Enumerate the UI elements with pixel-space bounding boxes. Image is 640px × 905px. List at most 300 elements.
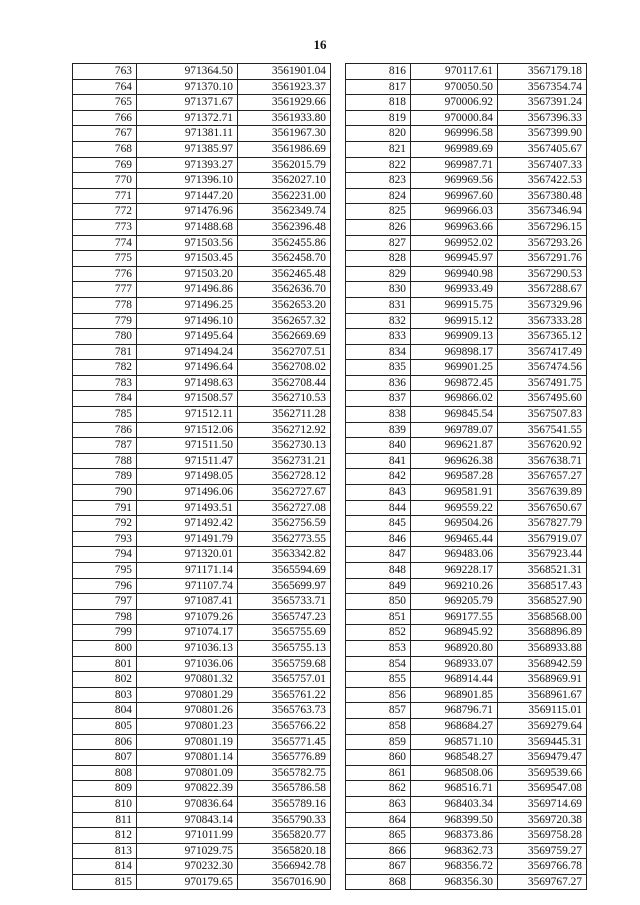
- coordinates-table-right: [345, 63, 587, 890]
- table-row: [73, 516, 331, 532]
- x-coordinate-cell: 971493.51: [137, 500, 238, 516]
- table-row: [346, 547, 587, 563]
- y-coordinate-cell: 3567354.74: [498, 79, 587, 95]
- table-row: [346, 110, 587, 126]
- x-coordinate-cell: 969845.54: [411, 407, 498, 423]
- table-row: [73, 360, 331, 376]
- y-coordinate-cell: 3569767.27: [498, 874, 587, 890]
- table-row: [73, 687, 331, 703]
- point-number-cell: 770: [73, 173, 137, 189]
- x-coordinate-cell: 970232.30: [137, 859, 238, 875]
- point-number-cell: 851: [346, 609, 411, 625]
- x-coordinate-cell: 969966.03: [411, 204, 498, 220]
- x-coordinate-cell: 971496.86: [137, 282, 238, 298]
- table-row: [73, 859, 331, 875]
- point-number-cell: 774: [73, 235, 137, 251]
- x-coordinate-cell: 969909.13: [411, 329, 498, 345]
- point-number-cell: 765: [73, 95, 137, 111]
- table-row: [346, 812, 587, 828]
- table-row: [346, 453, 587, 469]
- point-number-cell: 835: [346, 360, 411, 376]
- table-row: [73, 173, 331, 189]
- x-coordinate-cell: 969945.97: [411, 251, 498, 267]
- x-coordinate-cell: 971511.47: [137, 453, 238, 469]
- table-row: [73, 563, 331, 579]
- point-number-cell: 808: [73, 765, 137, 781]
- point-number-cell: 767: [73, 126, 137, 142]
- y-coordinate-cell: 3567407.33: [498, 157, 587, 173]
- table-body-left: [73, 64, 331, 890]
- x-coordinate-cell: 971503.45: [137, 251, 238, 267]
- y-coordinate-cell: 3562349.74: [238, 204, 331, 220]
- point-number-cell: 779: [73, 313, 137, 329]
- point-number-cell: 815: [73, 874, 137, 890]
- point-number-cell: 785: [73, 407, 137, 423]
- table-row: [73, 313, 331, 329]
- table-row: [346, 64, 587, 80]
- point-number-cell: 798: [73, 609, 137, 625]
- table-row: [346, 297, 587, 313]
- y-coordinate-cell: 3567639.89: [498, 485, 587, 501]
- point-number-cell: 844: [346, 500, 411, 516]
- point-number-cell: 847: [346, 547, 411, 563]
- table-row: [346, 516, 587, 532]
- x-coordinate-cell: 971036.13: [137, 640, 238, 656]
- y-coordinate-cell: 3569758.28: [498, 828, 587, 844]
- point-number-cell: 846: [346, 531, 411, 547]
- point-number-cell: 828: [346, 251, 411, 267]
- y-coordinate-cell: 3567620.92: [498, 438, 587, 454]
- x-coordinate-cell: 968356.30: [411, 874, 498, 890]
- y-coordinate-cell: 3567919.07: [498, 531, 587, 547]
- table-row: [73, 219, 331, 235]
- point-number-cell: 834: [346, 344, 411, 360]
- y-coordinate-cell: 3569720.38: [498, 812, 587, 828]
- point-number-cell: 783: [73, 375, 137, 391]
- point-number-cell: 788: [73, 453, 137, 469]
- y-coordinate-cell: 3565759.68: [238, 656, 331, 672]
- x-coordinate-cell: 969915.12: [411, 313, 498, 329]
- y-coordinate-cell: 3562727.67: [238, 485, 331, 501]
- y-coordinate-cell: 3565747.23: [238, 609, 331, 625]
- y-coordinate-cell: 3568517.43: [498, 578, 587, 594]
- point-number-cell: 804: [73, 703, 137, 719]
- x-coordinate-cell: 971508.57: [137, 391, 238, 407]
- table-row: [73, 344, 331, 360]
- x-coordinate-cell: 969933.49: [411, 282, 498, 298]
- table-row: [73, 781, 331, 797]
- point-number-cell: 822: [346, 157, 411, 173]
- y-coordinate-cell: 3569279.64: [498, 718, 587, 734]
- y-coordinate-cell: 3562015.79: [238, 157, 331, 173]
- point-number-cell: 768: [73, 141, 137, 157]
- table-row: [73, 204, 331, 220]
- table-row: [73, 453, 331, 469]
- table-row: [73, 750, 331, 766]
- point-number-cell: 858: [346, 718, 411, 734]
- table-row: [73, 110, 331, 126]
- x-coordinate-cell: 969952.02: [411, 235, 498, 251]
- y-coordinate-cell: 3562636.70: [238, 282, 331, 298]
- y-coordinate-cell: 3562455.86: [238, 235, 331, 251]
- table-row: [73, 438, 331, 454]
- point-number-cell: 819: [346, 110, 411, 126]
- table-row: [73, 79, 331, 95]
- y-coordinate-cell: 3567827.79: [498, 516, 587, 532]
- table-row: [73, 625, 331, 641]
- table-row: [346, 438, 587, 454]
- y-coordinate-cell: 3561933.80: [238, 110, 331, 126]
- point-number-cell: 786: [73, 422, 137, 438]
- x-coordinate-cell: 970179.65: [137, 874, 238, 890]
- x-coordinate-cell: 971370.10: [137, 79, 238, 95]
- x-coordinate-cell: 969967.60: [411, 188, 498, 204]
- y-coordinate-cell: 3561901.04: [238, 64, 331, 80]
- point-number-cell: 832: [346, 313, 411, 329]
- x-coordinate-cell: 969210.26: [411, 578, 498, 594]
- point-number-cell: 802: [73, 672, 137, 688]
- y-coordinate-cell: 3565755.69: [238, 625, 331, 641]
- table-row: [346, 391, 587, 407]
- x-coordinate-cell: 971107.74: [137, 578, 238, 594]
- point-number-cell: 807: [73, 750, 137, 766]
- point-number-cell: 836: [346, 375, 411, 391]
- table-body-right: [346, 64, 587, 890]
- x-coordinate-cell: 968945.92: [411, 625, 498, 641]
- point-number-cell: 853: [346, 640, 411, 656]
- table-row: [346, 188, 587, 204]
- y-coordinate-cell: 3562458.70: [238, 251, 331, 267]
- table-row: [346, 796, 587, 812]
- table-row: [73, 422, 331, 438]
- x-coordinate-cell: 969987.71: [411, 157, 498, 173]
- y-coordinate-cell: 3561967.30: [238, 126, 331, 142]
- x-coordinate-cell: 968548.27: [411, 750, 498, 766]
- table-row: [346, 687, 587, 703]
- point-number-cell: 827: [346, 235, 411, 251]
- table-row: [73, 126, 331, 142]
- point-number-cell: 794: [73, 547, 137, 563]
- point-number-cell: 831: [346, 297, 411, 313]
- y-coordinate-cell: 3567495.60: [498, 391, 587, 407]
- point-number-cell: 790: [73, 485, 137, 501]
- x-coordinate-cell: 971496.64: [137, 360, 238, 376]
- table-row: [73, 235, 331, 251]
- table-row: [346, 500, 587, 516]
- point-number-cell: 852: [346, 625, 411, 641]
- point-number-cell: 811: [73, 812, 137, 828]
- y-coordinate-cell: 3562465.48: [238, 266, 331, 282]
- point-number-cell: 848: [346, 563, 411, 579]
- point-number-cell: 862: [346, 781, 411, 797]
- point-number-cell: 814: [73, 859, 137, 875]
- table-row: [346, 531, 587, 547]
- point-number-cell: 764: [73, 79, 137, 95]
- x-coordinate-cell: 970822.39: [137, 781, 238, 797]
- table-row: [346, 563, 587, 579]
- point-number-cell: 860: [346, 750, 411, 766]
- point-number-cell: 833: [346, 329, 411, 345]
- point-number-cell: 821: [346, 141, 411, 157]
- table-row: [346, 251, 587, 267]
- x-coordinate-cell: 970801.23: [137, 718, 238, 734]
- y-coordinate-cell: 3565755.13: [238, 640, 331, 656]
- point-number-cell: 784: [73, 391, 137, 407]
- x-coordinate-cell: 971447.20: [137, 188, 238, 204]
- y-coordinate-cell: 3567016.90: [238, 874, 331, 890]
- y-coordinate-cell: 3567296.15: [498, 219, 587, 235]
- table-row: [73, 734, 331, 750]
- table-row: [346, 282, 587, 298]
- table-row: [346, 204, 587, 220]
- point-number-cell: 824: [346, 188, 411, 204]
- point-number-cell: 816: [346, 64, 411, 80]
- y-coordinate-cell: 3562396.48: [238, 219, 331, 235]
- table-row: [346, 609, 587, 625]
- x-coordinate-cell: 968373.86: [411, 828, 498, 844]
- y-coordinate-cell: 3569759.27: [498, 843, 587, 859]
- point-number-cell: 855: [346, 672, 411, 688]
- point-number-cell: 818: [346, 95, 411, 111]
- x-coordinate-cell: 971511.50: [137, 438, 238, 454]
- x-coordinate-cell: 970801.14: [137, 750, 238, 766]
- x-coordinate-cell: 971320.01: [137, 547, 238, 563]
- table-row: [73, 703, 331, 719]
- x-coordinate-cell: 969465.44: [411, 531, 498, 547]
- point-number-cell: 820: [346, 126, 411, 142]
- table-row: [346, 656, 587, 672]
- y-coordinate-cell: 3567491.75: [498, 375, 587, 391]
- x-coordinate-cell: 970801.09: [137, 765, 238, 781]
- point-number-cell: 867: [346, 859, 411, 875]
- table-row: [346, 859, 587, 875]
- point-number-cell: 850: [346, 594, 411, 610]
- point-number-cell: 817: [346, 79, 411, 95]
- point-number-cell: 771: [73, 188, 137, 204]
- point-number-cell: 849: [346, 578, 411, 594]
- x-coordinate-cell: 970801.26: [137, 703, 238, 719]
- point-number-cell: 780: [73, 329, 137, 345]
- x-coordinate-cell: 969483.06: [411, 547, 498, 563]
- point-number-cell: 856: [346, 687, 411, 703]
- x-coordinate-cell: 969940.98: [411, 266, 498, 282]
- table-row: [73, 141, 331, 157]
- table-row: [73, 812, 331, 828]
- x-coordinate-cell: 971011.99: [137, 828, 238, 844]
- table-row: [73, 640, 331, 656]
- x-coordinate-cell: 971385.97: [137, 141, 238, 157]
- y-coordinate-cell: 3568521.31: [498, 563, 587, 579]
- x-coordinate-cell: 968399.50: [411, 812, 498, 828]
- point-number-cell: 866: [346, 843, 411, 859]
- table-row: [73, 266, 331, 282]
- y-coordinate-cell: 3568568.00: [498, 609, 587, 625]
- point-number-cell: 809: [73, 781, 137, 797]
- point-number-cell: 837: [346, 391, 411, 407]
- point-number-cell: 805: [73, 718, 137, 734]
- x-coordinate-cell: 971396.10: [137, 173, 238, 189]
- point-number-cell: 823: [346, 173, 411, 189]
- point-number-cell: 789: [73, 469, 137, 485]
- table-row: [73, 375, 331, 391]
- y-coordinate-cell: 3561986.69: [238, 141, 331, 157]
- point-number-cell: 839: [346, 422, 411, 438]
- x-coordinate-cell: 968684.27: [411, 718, 498, 734]
- table-row: [346, 141, 587, 157]
- point-number-cell: 825: [346, 204, 411, 220]
- table-row: [73, 64, 331, 80]
- x-coordinate-cell: 971074.17: [137, 625, 238, 641]
- table-row: [73, 656, 331, 672]
- point-number-cell: 791: [73, 500, 137, 516]
- point-number-cell: 799: [73, 625, 137, 641]
- y-coordinate-cell: 3562231.00: [238, 188, 331, 204]
- table-row: [346, 718, 587, 734]
- x-coordinate-cell: 971488.68: [137, 219, 238, 235]
- point-number-cell: 800: [73, 640, 137, 656]
- point-number-cell: 810: [73, 796, 137, 812]
- x-coordinate-cell: 971498.63: [137, 375, 238, 391]
- y-coordinate-cell: 3562773.55: [238, 531, 331, 547]
- x-coordinate-cell: 968901.85: [411, 687, 498, 703]
- y-coordinate-cell: 3562653.20: [238, 297, 331, 313]
- x-coordinate-cell: 971364.50: [137, 64, 238, 80]
- table-row: [346, 765, 587, 781]
- x-coordinate-cell: 971496.10: [137, 313, 238, 329]
- x-coordinate-cell: 969963.66: [411, 219, 498, 235]
- y-coordinate-cell: 3568933.88: [498, 640, 587, 656]
- y-coordinate-cell: 3565820.18: [238, 843, 331, 859]
- y-coordinate-cell: 3562669.69: [238, 329, 331, 345]
- point-number-cell: 766: [73, 110, 137, 126]
- y-coordinate-cell: 3565771.45: [238, 734, 331, 750]
- x-coordinate-cell: 969898.17: [411, 344, 498, 360]
- x-coordinate-cell: 971512.06: [137, 422, 238, 438]
- y-coordinate-cell: 3567474.56: [498, 360, 587, 376]
- x-coordinate-cell: 971171.14: [137, 563, 238, 579]
- table-row: [346, 625, 587, 641]
- point-number-cell: 781: [73, 344, 137, 360]
- point-number-cell: 806: [73, 734, 137, 750]
- y-coordinate-cell: 3567380.48: [498, 188, 587, 204]
- point-number-cell: 778: [73, 297, 137, 313]
- y-coordinate-cell: 3567391.24: [498, 95, 587, 111]
- x-coordinate-cell: 971496.25: [137, 297, 238, 313]
- table-row: [346, 407, 587, 423]
- y-coordinate-cell: 3565789.16: [238, 796, 331, 812]
- point-number-cell: 813: [73, 843, 137, 859]
- x-coordinate-cell: 969872.45: [411, 375, 498, 391]
- table-row: [346, 594, 587, 610]
- y-coordinate-cell: 3562712.92: [238, 422, 331, 438]
- y-coordinate-cell: 3567405.67: [498, 141, 587, 157]
- table-row: [73, 282, 331, 298]
- table-row: [73, 391, 331, 407]
- point-number-cell: 868: [346, 874, 411, 890]
- table-row: [346, 828, 587, 844]
- x-coordinate-cell: 969621.87: [411, 438, 498, 454]
- x-coordinate-cell: 968571.10: [411, 734, 498, 750]
- y-coordinate-cell: 3568969.91: [498, 672, 587, 688]
- x-coordinate-cell: 968356.72: [411, 859, 498, 875]
- y-coordinate-cell: 3567365.12: [498, 329, 587, 345]
- table-row: [346, 219, 587, 235]
- point-number-cell: 826: [346, 219, 411, 235]
- point-number-cell: 776: [73, 266, 137, 282]
- table-row: [73, 594, 331, 610]
- point-number-cell: 843: [346, 485, 411, 501]
- y-coordinate-cell: 3565820.77: [238, 828, 331, 844]
- x-coordinate-cell: 971495.64: [137, 329, 238, 345]
- y-coordinate-cell: 3567638.71: [498, 453, 587, 469]
- point-number-cell: 838: [346, 407, 411, 423]
- y-coordinate-cell: 3565761.22: [238, 687, 331, 703]
- table-row: [73, 329, 331, 345]
- y-coordinate-cell: 3562708.02: [238, 360, 331, 376]
- table-row: [73, 485, 331, 501]
- point-number-cell: 863: [346, 796, 411, 812]
- x-coordinate-cell: 971494.24: [137, 344, 238, 360]
- x-coordinate-cell: 968933.07: [411, 656, 498, 672]
- y-coordinate-cell: 3569766.78: [498, 859, 587, 875]
- y-coordinate-cell: 3567179.18: [498, 64, 587, 80]
- x-coordinate-cell: 969504.26: [411, 516, 498, 532]
- table-row: [346, 672, 587, 688]
- point-number-cell: 841: [346, 453, 411, 469]
- x-coordinate-cell: 969205.79: [411, 594, 498, 610]
- x-coordinate-cell: 970006.92: [411, 95, 498, 111]
- x-coordinate-cell: 968914.44: [411, 672, 498, 688]
- table-row: [73, 469, 331, 485]
- table-row: [73, 796, 331, 812]
- y-coordinate-cell: 3568942.59: [498, 656, 587, 672]
- x-coordinate-cell: 971381.11: [137, 126, 238, 142]
- y-coordinate-cell: 3568961.67: [498, 687, 587, 703]
- table-row: [346, 329, 587, 345]
- point-number-cell: 830: [346, 282, 411, 298]
- x-coordinate-cell: 970801.19: [137, 734, 238, 750]
- point-number-cell: 787: [73, 438, 137, 454]
- point-number-cell: 829: [346, 266, 411, 282]
- y-coordinate-cell: 3565766.22: [238, 718, 331, 734]
- table-row: [73, 874, 331, 890]
- y-coordinate-cell: 3565699.97: [238, 578, 331, 594]
- point-number-cell: 769: [73, 157, 137, 173]
- point-number-cell: 864: [346, 812, 411, 828]
- y-coordinate-cell: 3565594.69: [238, 563, 331, 579]
- point-number-cell: 861: [346, 765, 411, 781]
- table-row: [346, 640, 587, 656]
- point-number-cell: 777: [73, 282, 137, 298]
- y-coordinate-cell: 3565733.71: [238, 594, 331, 610]
- table-row: [346, 360, 587, 376]
- y-coordinate-cell: 3562710.53: [238, 391, 331, 407]
- x-coordinate-cell: 969996.58: [411, 126, 498, 142]
- y-coordinate-cell: 3568896.89: [498, 625, 587, 641]
- table-row: [346, 874, 587, 890]
- x-coordinate-cell: 971476.96: [137, 204, 238, 220]
- x-coordinate-cell: 968362.73: [411, 843, 498, 859]
- point-number-cell: 803: [73, 687, 137, 703]
- x-coordinate-cell: 971079.26: [137, 609, 238, 625]
- y-coordinate-cell: 3567923.44: [498, 547, 587, 563]
- y-coordinate-cell: 3562731.21: [238, 453, 331, 469]
- table-row: [73, 157, 331, 173]
- table-row: [346, 344, 587, 360]
- y-coordinate-cell: 3567657.27: [498, 469, 587, 485]
- x-coordinate-cell: 969626.38: [411, 453, 498, 469]
- table-row: [73, 672, 331, 688]
